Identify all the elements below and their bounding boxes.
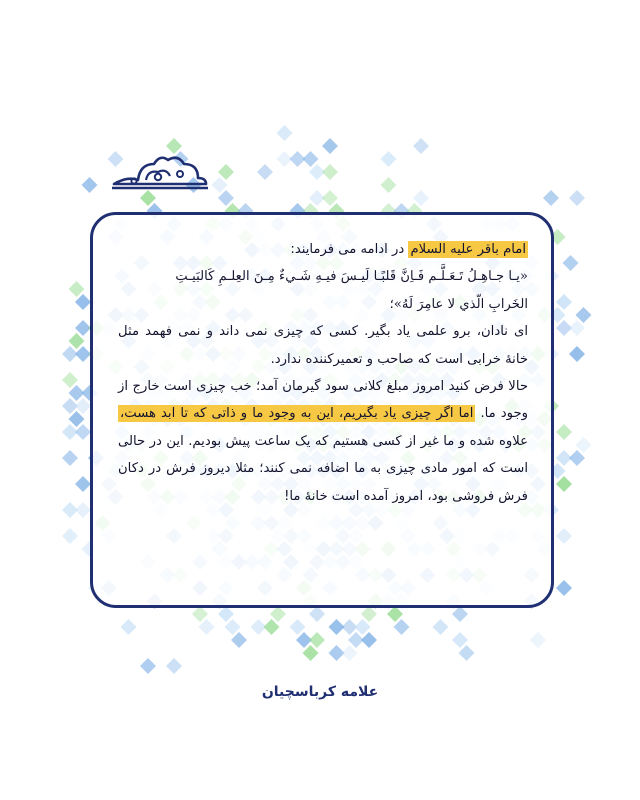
body-start: حالا فرض کنید امروز مبلغ کلانی سود گیرمان آمد؛ خب چیزی است خارج از وجود ما. [118, 379, 528, 422]
mosaic-tile [62, 372, 78, 388]
mosaic-tile [75, 294, 91, 310]
mosaic-tile [543, 190, 559, 206]
mosaic-tile [62, 450, 78, 466]
mosaic-tile [413, 190, 429, 206]
mosaic-tile [569, 450, 585, 466]
mosaic-tile [381, 151, 397, 167]
intro-line [118, 236, 528, 263]
mosaic-tile [576, 307, 592, 323]
mosaic-tile [231, 632, 247, 648]
mosaic-tile [212, 177, 228, 193]
mosaic-tile [303, 645, 319, 661]
mosaic-tile [82, 177, 98, 193]
mosaic-tile [69, 411, 85, 427]
mosaic-tile [199, 619, 215, 635]
mosaic-tile [361, 632, 377, 648]
mosaic-tile [140, 658, 156, 674]
mosaic-tile [387, 606, 403, 622]
mosaic-tile [62, 528, 78, 544]
mosaic-tile [433, 619, 449, 635]
body-paragraph [118, 373, 528, 510]
mosaic-tile [218, 190, 234, 206]
mosaic-tile [303, 151, 319, 167]
mosaic-tile [530, 632, 546, 648]
mosaic-tile [459, 645, 475, 661]
quote-text [118, 236, 528, 510]
mosaic-tile [322, 164, 338, 180]
mosaic-tile [192, 606, 208, 622]
translation-paragraph: ای نادان، برو علمی یاد بگیر. کسی که چیزی نمی داند و نمی فهمد مثل خانۀ خرابی است که صاحب و تعمیرکننده ندارد. [118, 324, 528, 367]
mosaic-tile [309, 606, 325, 622]
mosaic-tile [75, 502, 91, 518]
mosaic-tile [556, 580, 572, 596]
mosaic-tile [569, 346, 585, 362]
mosaic-tile [381, 177, 397, 193]
mosaic-tile [218, 606, 234, 622]
cloud-ornament-icon [108, 150, 210, 194]
mosaic-tile [576, 437, 592, 453]
mosaic-tile [69, 333, 85, 349]
mosaic-tile [569, 320, 585, 336]
mosaic-tile [277, 125, 293, 141]
mosaic-tile [556, 476, 572, 492]
mosaic-tile [309, 632, 325, 648]
mosaic-tile [270, 606, 286, 622]
mosaic-tile [452, 632, 468, 648]
mosaic-tile [556, 528, 572, 544]
body-end: علاوه شده و ما غیر از کسی هستیم که یک ساعت پیش بودیم. این در حالی است که امور مادی چیزی به ما اضافه نمی کنند؛ مثلا دیروز فرش در دکان فرش فروشی بود، امروز آمده است خانۀ ما! [118, 433, 528, 504]
mosaic-tile [361, 606, 377, 622]
intro-highlight: امام باقر علیه السلام [410, 242, 526, 257]
mosaic-tile [563, 255, 579, 271]
mosaic-tile [569, 190, 585, 206]
mosaic-tile [413, 138, 429, 154]
intro-rest: در ادامه می فرمایند: [290, 242, 405, 257]
mosaic-tile [322, 138, 338, 154]
mosaic-tile [218, 164, 234, 180]
arabic-hadith-line-2: الخَرابِ الّذي لا عامِرَ لَهُ»؛ [389, 296, 528, 312]
mosaic-tile [75, 424, 91, 440]
mosaic-tile [75, 398, 91, 414]
mosaic-tile [166, 658, 182, 674]
mosaic-tile [69, 281, 85, 297]
mosaic-tile [556, 294, 572, 310]
mosaic-tile [290, 619, 306, 635]
mosaic-tile [225, 619, 241, 635]
signature: علامه کرباسچیان [261, 684, 379, 700]
mosaic-tile [322, 190, 338, 206]
mosaic-tile [121, 619, 137, 635]
mosaic-tile [342, 645, 358, 661]
mosaic-tile [257, 164, 273, 180]
mosaic-tile [75, 476, 91, 492]
arabic-hadith-line-1: «يـا جـاهِـلُ تَـعَـلَّـم فَـاِنَّ قَلبًـا لَيـسَ فيـهِ شَـيءٌ مِـنَ العِلـمِ كَالبَيـتِ [175, 269, 528, 285]
mosaic-tile [264, 619, 280, 635]
mosaic-tile [355, 619, 371, 635]
body-highlight: اما اگر چیزی یاد بگیریم، این به وجود ما و ذاتی که تا ابد هست، [120, 406, 474, 422]
mosaic-tile [556, 424, 572, 440]
mosaic-tile [452, 606, 468, 622]
mosaic-tile [394, 619, 410, 635]
